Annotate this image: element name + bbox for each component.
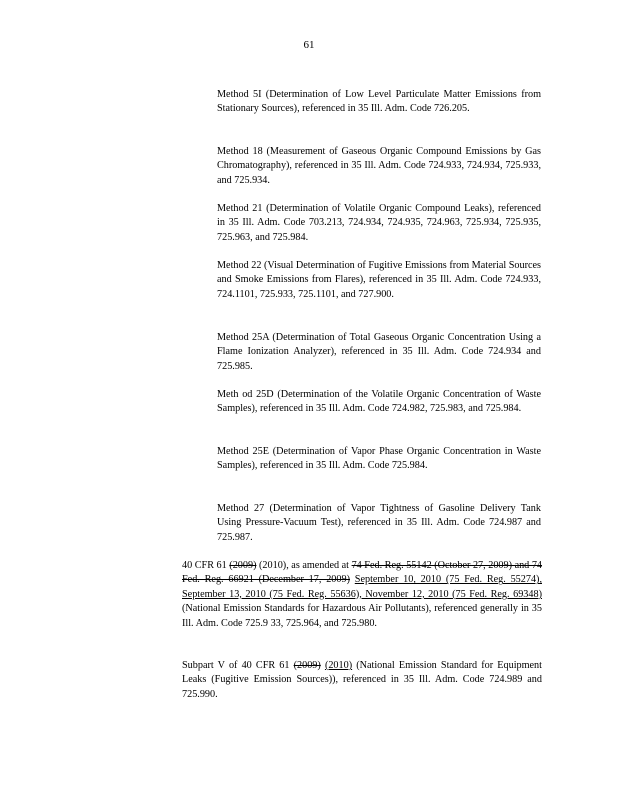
deleted-year: (2009) (229, 560, 257, 571)
method-25e-reference: Method 25E (Determination of Vapor Phase Organic Concentration in Waste Samples), referenced in 35 Ill. Adm. Code 725.984. (217, 446, 541, 472)
deleted-year: (2009) (293, 660, 321, 671)
cfr-61-prefix: 40 CFR 61 (182, 560, 230, 571)
cfr-61-entry (182, 559, 542, 631)
method-18-reference: Method 18 (Measurement of Gaseous Organic Compound Emissions by Gas Chromatography), referenced in 35 Ill. Adm. Code 724.933, 724.934, 725.933, and 725.934. (217, 146, 541, 186)
method-27-reference: Method 27 (Determination of Vapor Tightness of Gasoline Delivery Tank Using Pressure-Vacuum Test), referenced in 35 Ill. Adm. Code 724.987 and 725.987. (217, 503, 541, 543)
inserted-citation: September 10, 2010 (75 Fed. Reg. 55274), September 13, 2010 (75 Fed. Reg. 55636), November 12, 2010 (75 Fed. Reg. 69348) (182, 574, 542, 600)
method-25d-reference: Meth od 25D (Determination of the Volatile Organic Concentration of Waste Samples), referenced in 35 Ill. Adm. Code 724.982, 725.983, and 725.984. (217, 389, 541, 415)
page-number: 61 (303, 39, 315, 51)
deleted-citation: 74 Fed. Reg. 55142 (October 27, 2009) and 74 Fed. Reg. 66921 (December 17, 2009) (182, 560, 543, 586)
method-21-reference: Method 21 (Determination of Volatile Organic Compound Leaks), referenced in 35 Ill. Adm. Code 703.213, 724.934, 724.935, 724.963, 725.934, 725.935, 725.963, and 725.984. (217, 203, 541, 243)
subpart-v-prefix: Subpart V of 40 CFR 61 (182, 660, 294, 671)
method-25a-reference: Method 25A (Determination of Total Gaseous Organic Concentration Using a Flame Ionization Analyzer), referenced in 35 Ill. Adm. Code 724.934 and 725.985. (217, 332, 541, 372)
cfr-61-suffix: (National Emission Standards for Hazardous Air Pollutants), referenced generally in 35 Ill. Adm. Code 725.9 33, 725.964, and 725.980. (182, 603, 542, 629)
method-5i-reference: Method 5I (Determination of Low Level Particulate Matter Emissions from Stationary Sources), referenced in 35 Ill. Adm. Code 726.205. (217, 89, 541, 115)
amended-text: , as amended at (286, 560, 352, 571)
inserted-year: (2010) (259, 560, 287, 571)
subpart-v-entry (182, 659, 542, 702)
inserted-year: (2010) (324, 660, 353, 671)
method-22-reference: Method 22 (Visual Determination of Fugitive Emissions from Material Sources and Smoke Emissions from Flares), referenced in 35 Ill. Adm. Code 724.933, 724.1101, 725.933, 725.1101, and 727.900. (217, 260, 541, 300)
subpart-v-suffix: (National Emission Standard for Equipment Leaks (Fugitive Emission Sources)), referenced in 35 Ill. Adm. Code 724.989 and 725.990. (182, 660, 542, 700)
